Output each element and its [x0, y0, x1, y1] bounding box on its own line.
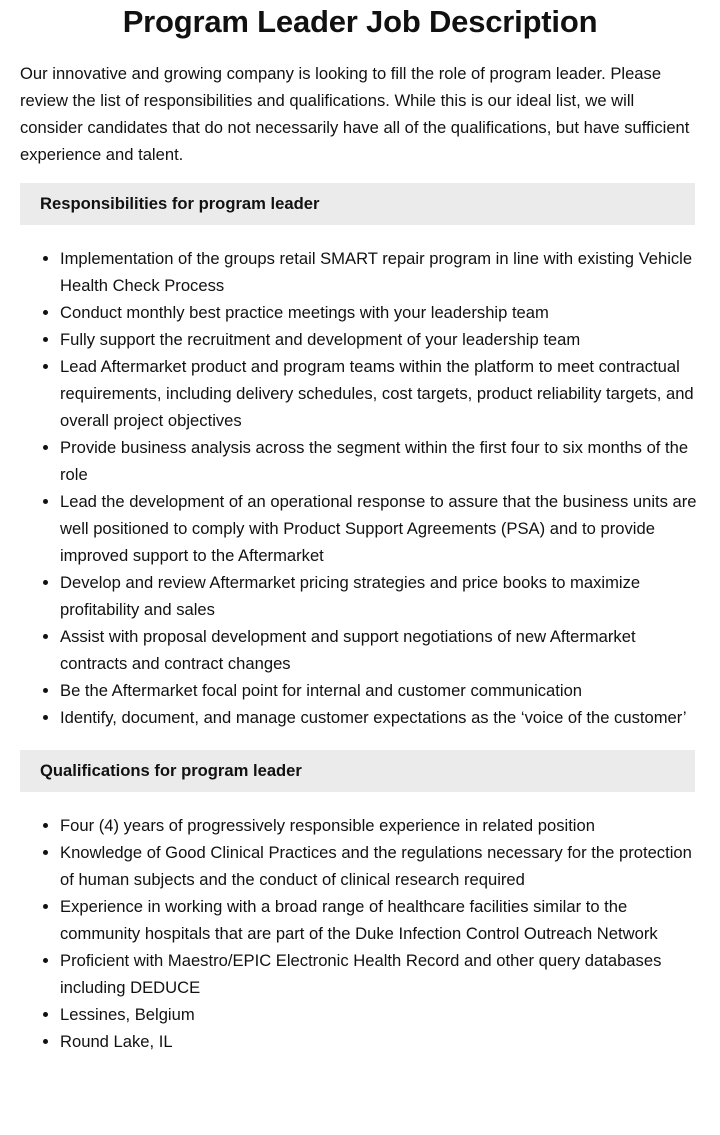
list-item: • Lessines, Belgium	[60, 1001, 700, 1028]
list-item: • Implementation of the groups retail SMART repair program in line with existing Vehicle Health Check Process	[60, 245, 700, 299]
list-item: • Lead Aftermarket product and program teams within the platform to meet contractual requirements, including delivery schedules, cost targets, product reliability targets, and overall project objectives	[60, 353, 700, 434]
qualifications-list	[20, 812, 700, 1055]
list-item: • Develop and review Aftermarket pricing strategies and price books to maximize profitability and sales	[60, 569, 700, 623]
list-item: • Assist with proposal development and support negotiations of new Aftermarket contracts and contract changes	[60, 623, 700, 677]
list-item: • Be the Aftermarket focal point for internal and customer communication	[60, 677, 700, 704]
responsibilities-heading: Responsibilities for program leader	[20, 183, 695, 225]
qualifications-heading: Qualifications for program leader	[20, 750, 695, 792]
list-item: • Conduct monthly best practice meetings with your leadership team	[60, 299, 700, 326]
list-item: • Proficient with Maestro/EPIC Electronic Health Record and other query databases including DEDUCE	[60, 947, 700, 1001]
list-item: • Provide business analysis across the segment within the first four to six months of the role	[60, 434, 700, 488]
list-item: • Four (4) years of progressively responsible experience in related position	[60, 812, 700, 839]
page-title: Program Leader Job Description	[122, 4, 598, 39]
responsibilities-list	[20, 245, 700, 731]
list-item: • Experience in working with a broad range of healthcare facilities similar to the community hospitals that are part of the Duke Infection Control Outreach Network	[60, 893, 700, 947]
list-item: • Lead the development of an operational response to assure that the business units are well positioned to comply with Product Support Agreements (PSA) and to provide improved support to the Aftermarket	[60, 488, 700, 569]
list-item: • Round Lake, IL	[60, 1028, 700, 1055]
list-item: • Fully support the recruitment and development of your leadership team	[60, 326, 700, 353]
list-item: • Identify, document, and manage customer expectations as the ‘voice of the customer’	[60, 704, 700, 731]
list-item: • Knowledge of Good Clinical Practices and the regulations necessary for the protection of human subjects and the conduct of clinical research required	[60, 839, 700, 893]
intro-paragraph: Our innovative and growing company is looking to fill the role of program leader. Please review the list of responsibilities and qualifications. While this is our ideal list, we will consider candidates that do not necessarily have all of the qualifications, but have sufficient experience and talent.	[20, 64, 690, 164]
